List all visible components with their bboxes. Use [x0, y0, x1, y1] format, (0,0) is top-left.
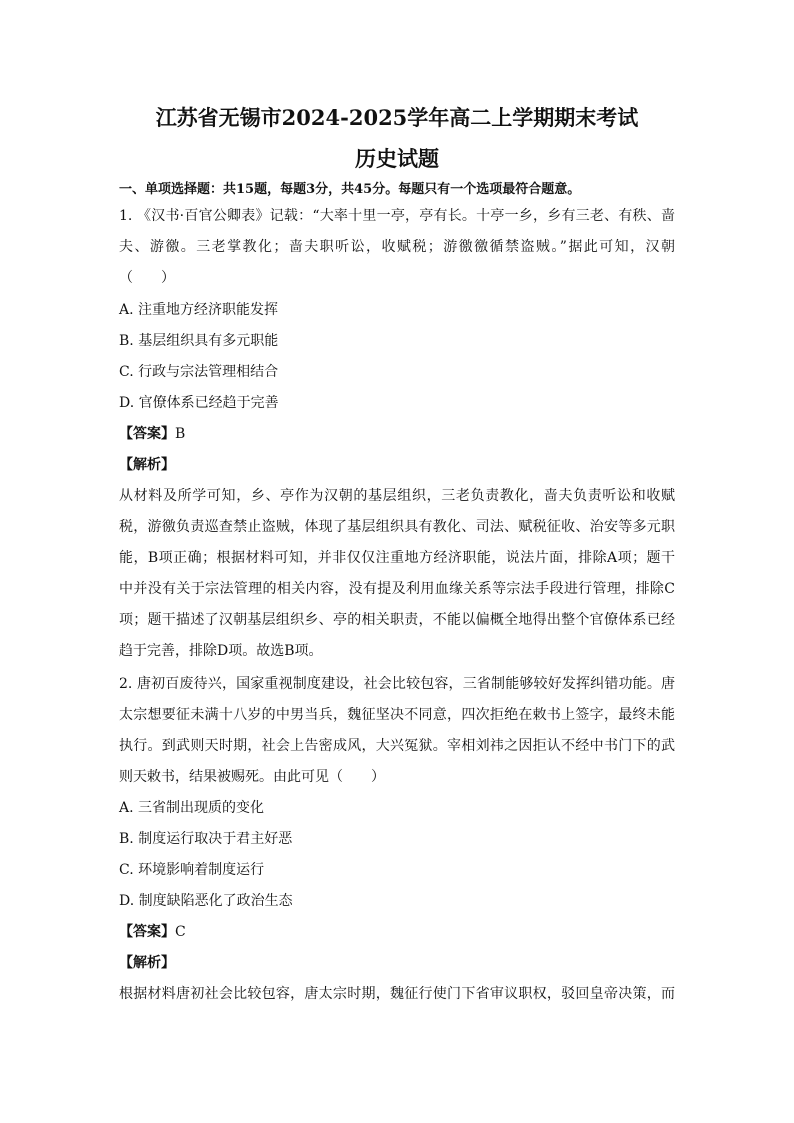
q2-option-a: A. 三省制出现质的变化 [119, 800, 265, 816]
q2-stem-line-1: 2. 唐初百废待兴，国家重视制度建设，社会比较包容，三省制能够较好发挥纠错功能。唐 [119, 676, 675, 692]
document-title: 江苏省无锡市2024-2025学年高二上学期期末考试 [155, 105, 639, 130]
q1-option-a: A. 注重地方经济职能发挥 [119, 302, 279, 318]
q1-answer [119, 424, 185, 444]
q2-analysis-line-1: 根据材料唐初社会比较包容，唐太宗时期，魏征行使门下省审议职权，驳回皇帝决策，而 [119, 986, 675, 1002]
q2-answer-label: 【答案】 [119, 924, 175, 940]
q1-option-d: D. 官僚体系已经趋于完善 [119, 395, 279, 411]
q2-stem-line-2: 太宗想要征未满十八岁的中男当兵，魏征坚决不同意，四次拒绝在敕书上签字，最终未能 [119, 707, 675, 723]
q1-analysis-line-4: 中并没有关于宗法管理的相关内容，没有提及利用血缘关系等宗法手段进行管理，排除C [119, 581, 675, 597]
q2-stem-line-3: 执行。到武则天时期，社会上告密成风，大兴冤狱。宰相刘祎之因拒认不经中书门下的武 [119, 738, 675, 754]
q1-option-c: C. 行政与宗法管理相结合 [119, 364, 279, 380]
q2-analysis-label: 【解析】 [119, 955, 175, 971]
q1-option-b: B. 基层组织具有多元职能 [119, 333, 279, 349]
q1-answer-label: 【答案】 [119, 426, 175, 442]
q1-analysis-line-1: 从材料及所学可知，乡、亭作为汉朝的基层组织，三老负责教化，啬夫负责听讼和收赋 [119, 488, 675, 504]
q2-option-d: D. 制度缺陷恶化了政治生态 [119, 893, 293, 909]
q1-analysis-line-5: 项；题干描述了汉朝基层组织乡、亭的相关职责，不能以偏概全地得出整个官僚体系已经 [119, 612, 675, 628]
q1-stem-line-1: 1. 《汉书·百官公卿表》记载：“大率十里一亭，亭有长。十亭一乡，乡有三老、有秩、啬 [119, 208, 675, 224]
q1-stem-line-2: 夫、游徼。三老掌教化；啬夫职听讼，收赋税；游徼徼循禁盗贼。”据此可知，汉朝 [119, 239, 675, 255]
q1-analysis-line-2: 税，游徼负责巡查禁止盗贼，体现了基层组织具有教化、司法、赋税征收、治安等多元职 [119, 519, 675, 535]
q2-option-c: C. 环境影响着制度运行 [119, 862, 265, 878]
q2-stem-line-4: 则天敕书，结果被赐死。由此可见（ ） [119, 769, 385, 785]
q1-analysis-line-3: 能，B项正确；根据材料可知，并非仅仅注重地方经济职能，说法片面，排除A项；题干 [119, 550, 675, 566]
q1-analysis-label: 【解析】 [119, 457, 175, 473]
q1-stem-line-3: （ ） [119, 270, 175, 286]
q2-answer [119, 922, 186, 942]
section-heading: 一、单项选择题：共15题，每题3分，共45分。每题只有一个选项最符合题意。 [119, 182, 581, 197]
document-subtitle: 历史试题 [355, 146, 439, 171]
q2-answer-value: C [175, 924, 186, 940]
q1-answer-value: B [175, 426, 186, 442]
q1-analysis-line-6: 趋于完善，排除D项。故选B项。 [119, 643, 323, 659]
q2-option-b: B. 制度运行取决于君主好恶 [119, 831, 293, 847]
